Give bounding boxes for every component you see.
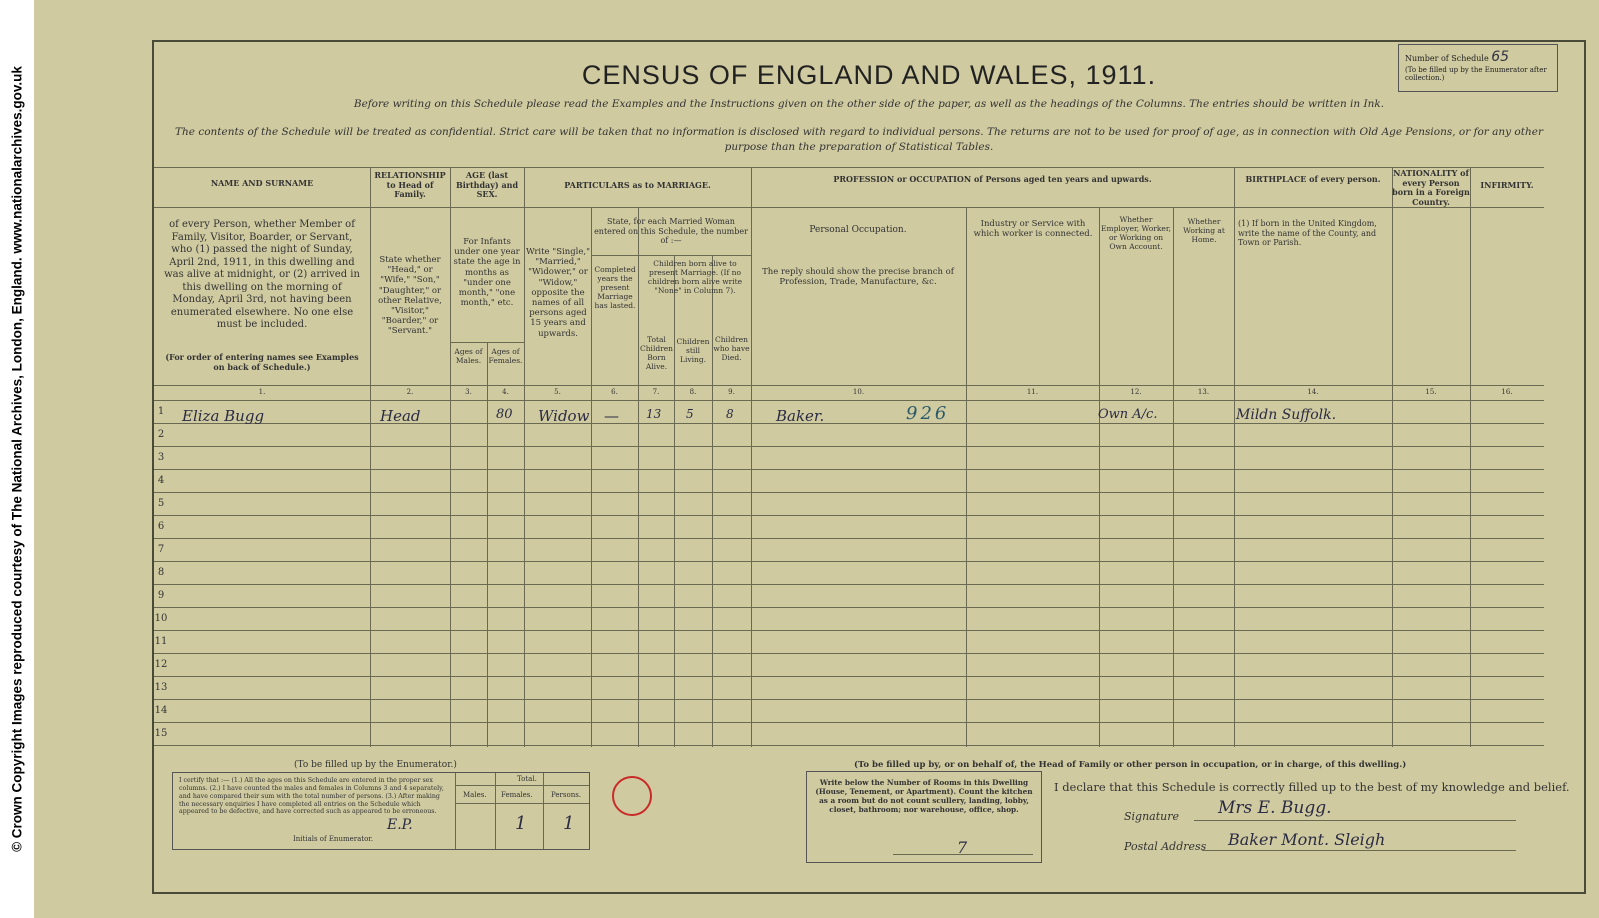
row-line <box>154 515 1544 516</box>
row-line <box>154 584 1544 585</box>
column-number: 2. <box>406 388 414 396</box>
personal-occupation-description: The reply should show the precise branch of Profession, Trade, Manufacture, &c. <box>762 267 954 288</box>
census-table <box>154 167 1544 747</box>
entry-died: 8 <box>726 407 734 421</box>
nationality-column-header: NATIONALITY of every Person born in a Foreign Country. <box>1392 168 1470 207</box>
row-number: 1 <box>157 406 165 417</box>
entry-birthplace: Mildn Suffolk. <box>1236 407 1337 423</box>
row-number: 15 <box>154 728 168 739</box>
rooms-count: 7 <box>957 838 968 857</box>
row-number: 7 <box>157 544 165 555</box>
column-number: 8. <box>689 388 697 396</box>
row-number: 3 <box>157 452 165 463</box>
entry-occupation: Baker. <box>776 407 825 425</box>
row-number: 5 <box>157 498 165 509</box>
copyright-credit: © Crown Copyright Images reproduced courtesy of The National Archives, London, England. www.nationalarchives.gov.uk <box>9 66 25 852</box>
total-born-header: Total Children Born Alive. <box>639 335 674 371</box>
rooms-box <box>806 771 1042 863</box>
age-description: For Infants under one year state the age in months as "under one month," "one month," etc. <box>453 237 521 309</box>
column-number: 14. <box>1307 388 1319 396</box>
copyright-sidebar <box>0 0 34 918</box>
entry-still-living: 5 <box>686 407 694 421</box>
schedule-number-value: 65 <box>1491 49 1510 65</box>
entry-occupation-code: 926 <box>906 403 950 424</box>
row-number: 14 <box>154 705 168 716</box>
row-line <box>154 722 1544 723</box>
column-number: 11. <box>1026 388 1039 396</box>
employer-header: Whether Employer, Worker, or Working on Own Account. <box>1101 215 1171 251</box>
row-number: 4 <box>157 475 165 486</box>
ages-females-header: Ages of Females. <box>488 347 523 365</box>
total-females: 1 <box>515 813 527 834</box>
entry-marital-status: Widow <box>538 407 590 425</box>
column-number: 16. <box>1501 388 1513 396</box>
row-number: 9 <box>157 590 165 601</box>
rooms-instructions: Write below the Number of Rooms in this Dwelling (House, Tenement, or Apartment). Count the kitchen as a room but do not count scullery, landing, lobby, closet, bathroom; nor warehouse, office, shop. <box>815 778 1033 815</box>
row-line <box>154 492 1544 493</box>
row-line <box>154 653 1544 654</box>
signature-label: Signature <box>1124 810 1180 823</box>
column-number: 12. <box>1130 388 1142 396</box>
schedule-number-label: Number of Schedule <box>1405 54 1489 63</box>
marriage-description: Write "Single," "Married," "Widower," or "Widow," opposite the names of all persons aged 15 years and upwards. <box>526 247 591 339</box>
column-number: 7. <box>652 388 660 396</box>
row-line <box>154 538 1544 539</box>
head-of-family-note: (To be filled up by, or on behalf of, the Head of Family or other person in occupation, or in charge, of this dwelling.) <box>854 760 1407 770</box>
census-form-paper <box>34 0 1599 918</box>
column-number: 10. <box>852 388 865 396</box>
still-living-header: Children still Living. <box>676 337 710 364</box>
column-number: 5. <box>554 388 561 396</box>
entry-age-female: 80 <box>496 407 513 422</box>
industry-header: Industry or Service with which worker is connected. <box>973 219 1093 240</box>
row-number: 8 <box>157 567 165 578</box>
personal-occupation-header: Personal Occupation. <box>809 225 907 235</box>
enumerator-note: (To be filled up by the Enumerator.) <box>294 760 457 770</box>
name-description: of every Person, whether Member of Family, Visitor, Boarder, or Servant, who (1) passed the night of Sunday, April 2nd, 1911, in this dwelling and was alive at midnight, or (2) arrived in this dwelling on the morning of Monday, April 3rd, not having been enumerated elsewhere. No one else must be included. <box>164 219 360 330</box>
row-number: 12 <box>154 659 168 670</box>
row-number: 11 <box>154 636 168 647</box>
infirmity-column-header: INFIRMITY. <box>1480 180 1534 190</box>
declaration-text: I declare that this Schedule is correctly filled up to the best of my knowledge and belief. <box>1054 780 1570 794</box>
entry-name: Eliza Bugg <box>182 407 265 425</box>
entry-years-married: — <box>604 407 619 425</box>
completed-years-header: Completed years the present Marriage has lasted. <box>594 265 636 310</box>
schedule-number-note: (To be filled up by the Enumerator after collection.) <box>1405 66 1547 82</box>
children-alive-header: Children born alive to present Marriage. (If no children born alive write "None" in Column 7). <box>647 259 743 295</box>
row-number: 10 <box>154 613 168 624</box>
column-number: 9. <box>728 388 735 396</box>
row-line <box>154 745 1544 746</box>
ages-males-header: Ages of Males. <box>454 347 483 365</box>
instructions-text: Before writing on this Schedule please read the Examples and the Instructions given on the other side of the paper, as well as the headings of the Columns. The entries should be written in Ink. <box>353 98 1385 110</box>
column-number: 13. <box>1197 388 1210 396</box>
relationship-column-header: RELATIONSHIP to Head of Family. <box>374 170 446 200</box>
column-number: 1. <box>258 388 266 396</box>
total-label: Total. <box>517 775 537 783</box>
postal-address-label: Postal Address <box>1124 840 1207 853</box>
profession-column-header: PROFESSION or OCCUPATION of Persons aged ten years and upwards. <box>833 174 1152 184</box>
females-label: Females. <box>501 791 533 799</box>
birthplace-description: (1) If born in the United Kingdom, write the name of the County, and Town or Parish. <box>1238 219 1377 248</box>
column-number: 3. <box>465 388 472 396</box>
entry-relationship: Head <box>380 407 421 425</box>
row-number: 13 <box>154 682 168 693</box>
row-line <box>154 469 1544 470</box>
row-line <box>154 423 1544 424</box>
enumerator-certify-text: I certify that :— (1.) All the ages on this Schedule are entered in the proper sex columns. (2.) I have counted the males and females in Columns 3 and 4 separately, and have compared their sum with the total number of persons. (3.) After making the necessary enquiries I have completed all entries on the Schedule which appeared to be defective, and have corrected such as appeared to be erroneous. <box>179 777 444 816</box>
census-schedule <box>152 40 1586 894</box>
column-number: 4. <box>502 388 509 396</box>
row-line <box>154 630 1544 631</box>
males-label: Males. <box>463 791 487 799</box>
persons-label: Persons. <box>551 791 582 799</box>
row-number: 2 <box>157 429 165 440</box>
entry-employer-status: Own A/c. <box>1098 407 1158 422</box>
name-order-note: (For order of entering names see Examples on back of Schedule.) <box>165 352 359 372</box>
enumerator-certificate-box <box>172 772 590 850</box>
row-number: 6 <box>157 521 165 532</box>
column-number: 6. <box>611 388 618 396</box>
birthplace-column-header: BIRTHPLACE of every person. <box>1245 174 1381 184</box>
have-died-header: Children who have Died. <box>713 335 750 362</box>
confidential-text: The contents of the Schedule will be treated as confidential. Strict care will be taken that no information is disclosed with regard to individual persons. The returns are not to be used for proof of age, as in connection with Old Age Pensions, or for any other purpose than the preparation of Statistical Tables. <box>175 126 1543 154</box>
entry-born-alive: 13 <box>646 407 662 421</box>
at-home-header: Whether Working at Home. <box>1183 217 1225 244</box>
column-number: 15. <box>1425 388 1437 396</box>
red-circle-mark <box>612 776 652 816</box>
total-persons: 1 <box>563 813 575 834</box>
relationship-description: State whether "Head," or "Wife," "Son," "Daughter," or other Relative, "Visitor," "Boarder," or "Servant." <box>378 255 442 337</box>
age-column-header: AGE (last Birthday) and SEX. <box>455 170 519 200</box>
signature: Mrs E. Bugg. <box>1218 798 1332 818</box>
postal-address: Baker Mont. Sleigh <box>1228 830 1386 849</box>
enumerator-initials: E.P. <box>387 817 413 833</box>
row-line <box>154 676 1544 677</box>
marriage-column-header: PARTICULARS as to MARRIAGE. <box>564 180 711 190</box>
form-title: CENSUS OF ENGLAND AND WALES, 1911. <box>581 60 1157 90</box>
initials-label: Initials of Enumerator. <box>293 835 374 843</box>
row-line <box>154 446 1544 447</box>
row-line <box>154 561 1544 562</box>
row-line <box>154 699 1544 700</box>
row-line <box>154 607 1544 608</box>
married-woman-header: State, for each Married Woman entered on this Schedule, the number of :— <box>594 217 748 246</box>
name-column-header: NAME AND SURNAME <box>210 178 314 188</box>
